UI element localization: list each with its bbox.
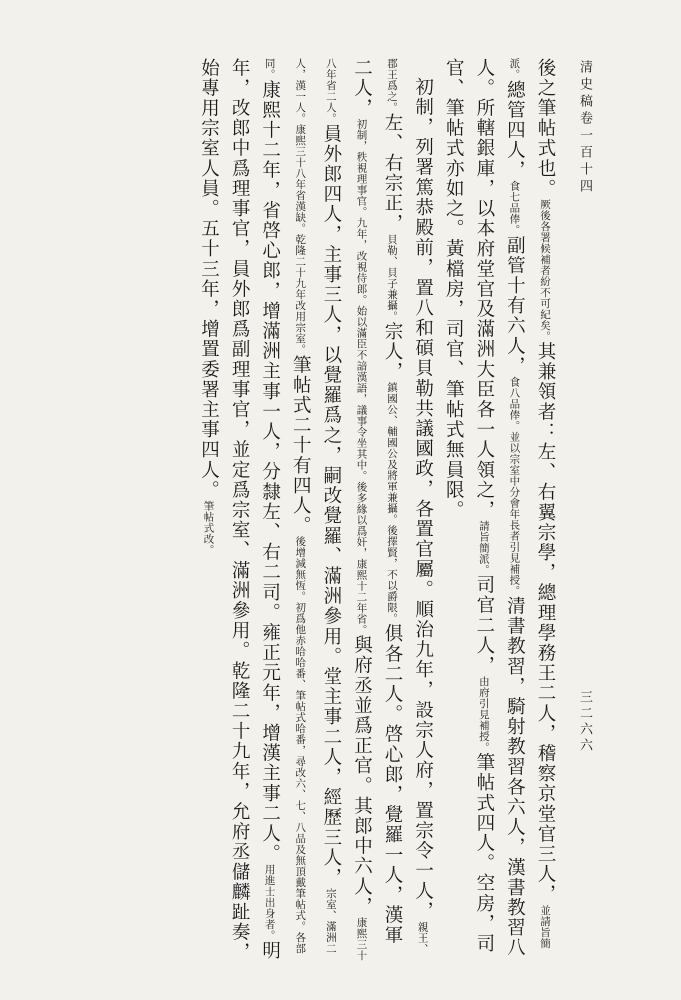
annotation: 並請旨簡派。 (508, 58, 551, 949)
text-run: 筆帖式四人。空房，司官、筆帖式亦如之。黃檔房，司官、筆帖式無員限。 (443, 58, 495, 954)
text-run: 員外郎四人，主事三人，以覺羅爲之，嗣改覺羅、滿洲參用。堂主事二人，經歷三人， (320, 124, 342, 888)
annotation: 由府引見補授。 (477, 675, 490, 753)
text-run: 副管十有六人， (504, 235, 526, 377)
text-run: 明年，改郎中爲理事官，員外郎爲副理事官，並定爲宗室、滿洲參用。乾隆二十九年，允府丞儲麟趾奏，始專用宗室人員。五十三年，增置委署主事四人。 (198, 58, 281, 963)
paragraph-2 (193, 58, 438, 963)
text-run: 宗人， (382, 321, 404, 382)
text-run: 其兼領者：左、右翼宗學，總理學務王二人，稽察京堂官三人， (535, 341, 556, 905)
annotation: 初制，秩視理事官。九年，改視侍郎。始以滿臣不諳漢語，議事令坐其中。後多緣以爲奸，康熙十二年省。 (355, 118, 368, 636)
annotation: 鎮國公、輔國公及將軍兼攝。後擇賢，不以爵限。 (386, 381, 399, 624)
annotation: 後增減無恆。初爲他赤哈哈番、筆帖式哈番，尋改六、七、八品及無頂戴筆帖式。各部同。 (263, 58, 307, 954)
text-run: 初制，列署篤恭殿前，置八和碩貝勒共議國政，各置官屬。順治九年，設宗人府，置宗令一人， (412, 76, 434, 921)
annotation: 筆帖式改。 (202, 500, 215, 556)
annotation: 貝勒、貝子兼攝。 (386, 233, 399, 322)
annotation: 食八品俸。並以宗室中分會年長者引見補授。 (508, 376, 521, 597)
paragraph-1 (438, 58, 560, 963)
annotation: 請旨簡派。 (477, 520, 490, 576)
body-text (90, 58, 560, 963)
annotation: 用進士出身者。 (263, 863, 276, 941)
annotation: 食七品俸。 (508, 180, 521, 236)
text-run: 左、右宗正， (382, 113, 404, 234)
annotation: 親王、郡王爲之。 (386, 58, 429, 954)
running-header: 清史稿卷一百十四 (577, 60, 592, 196)
text-run: 總管四人， (504, 80, 526, 181)
text-run: 司官二人， (473, 575, 495, 676)
text-run: 俱各二人。啓心郎，覺羅一人，漢軍二人， (351, 58, 404, 946)
text-run: 與府丞並爲正官。其郎中六人， (351, 635, 373, 917)
page-number: 三二六六 (577, 690, 592, 754)
text-run: 筆帖式二十有四人。 (290, 355, 312, 536)
text-run: 康熙十二年，省啓心郎，增滿洲主事一人，分隸左、右二司。雍正元年，增漢主事二人。 (259, 80, 281, 864)
annotation: 厥後各署候補者紛不可紀矣。 (539, 198, 551, 342)
text-run: 後之筆帖式也。 (535, 58, 556, 199)
annotation: 康熙三十八年省二人。 (324, 58, 368, 961)
text-run: 清書教習，騎射教習各六人，漢書教習八人。所轄銀庫，以本府堂官及滿洲大臣各一人領之， (473, 58, 526, 959)
annotation: 宗室、滿洲二人，漢一人。康熙三十八年省漢缺。乾隆二十九年改用宗室。 (294, 58, 337, 954)
